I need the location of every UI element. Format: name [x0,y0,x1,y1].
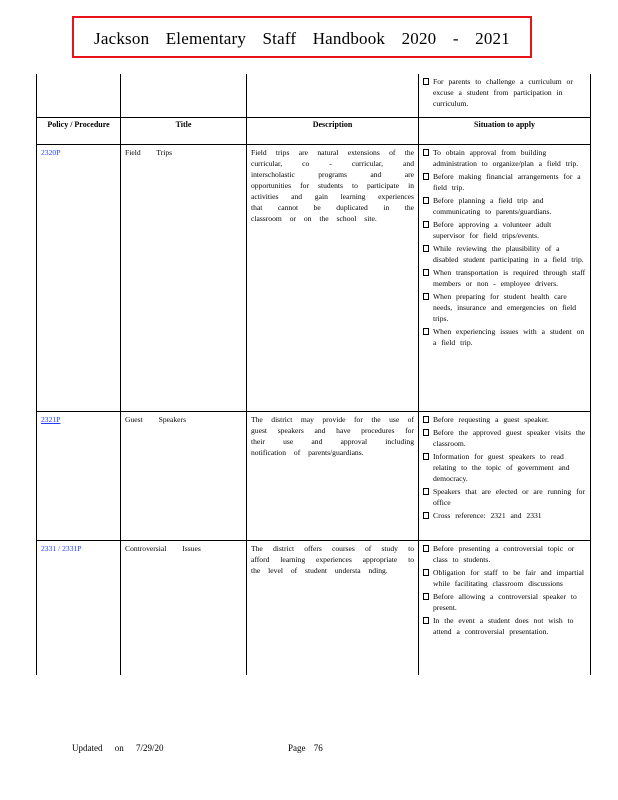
situation-item: In the event a student does not wish to attend a controversial presentation. [423,615,586,637]
policy-link[interactable]: 2331 / 2331P [41,544,82,553]
situation-item: Before the approved guest speaker visits the classroom. [423,427,586,449]
situation-item: Before presenting a controversial topic or class to students. [423,543,586,565]
description-cell: The district may provide for the use of guest speakers and have procedures for their use and approval including notification of parents/guardians. [247,412,419,541]
situation-item: When experiencing issues with a student on a field trip. [423,326,586,348]
situation-item: Before allowing a controversial speaker to present. [423,591,586,613]
situation-cell [419,412,591,541]
policy-link[interactable]: 2320P [41,148,61,157]
continuation-row [37,74,591,118]
situation-item: When preparing for student health care needs, insurance and emergencies on field trips. [423,291,586,324]
situation-item: To obtain approval from building administration to organize/plan a field trip. [423,147,586,169]
situation-cell [419,145,591,412]
column-header-policy: Policy / Procedure [37,118,121,145]
situation-item: Before requesting a guest speaker. [423,414,586,425]
policy-table [36,74,591,675]
title-cell: Field Trips [121,145,247,412]
table-row [37,145,591,412]
column-header-description: Description [247,118,419,145]
handbook-header [72,16,532,58]
situation-item: Before planning a field trip and communicating to parents/guardians. [423,195,586,217]
table-row [37,541,591,676]
situation-item: Obligation for staff to be fair and impartial while facilitating classroom discussions [423,567,586,589]
footer-page-number: Page 76 [288,743,323,753]
policy-cell [37,412,121,541]
policy-cell [37,145,121,412]
title-cell: Guest Speakers [121,412,247,541]
situation-item: Speakers that are elected or are running for office [423,486,586,508]
situation-cell [419,541,591,676]
column-header-situation: Situation to apply [419,118,591,145]
situation-item: Before making financial arrangements for a field trip. [423,171,586,193]
column-header-title: Title [121,118,247,145]
table-row [37,412,591,541]
continuation-situations [419,74,591,118]
situation-item: Before approving a volunteer adult supervisor for field trips/events. [423,219,586,241]
description-cell: The district offers courses of study to afford learning experiences appropriate to the level of student understa nding. [247,541,419,676]
policy-cell [37,541,121,676]
situation-item: For parents to challenge a curriculum or excuse a student from participation in curriculum. [423,76,586,109]
situation-item: While reviewing the plausibility of a disabled student participating in a field trip. [423,243,586,265]
situation-item: When transportation is required through staff members or non - employee drivers. [423,267,586,289]
page-title: Jackson Elementary Staff Handbook 2020 - 2021 [94,29,510,48]
table-header-row [37,118,591,145]
footer-updated: Updated on 7/29/20 [72,743,164,753]
description-cell: Field trips are natural extensions of the curricular, co - curricular, and interscholastic programs and are opportunities for students to participate in activities and gain learning experiences that cannot be duplicated in the classroom or on the school site. [247,145,419,412]
policy-link[interactable]: 2321P [41,415,61,424]
situation-item: Information for guest speakers to read relating to the topic of government and democracy. [423,451,586,484]
situation-item: Cross reference: 2321 and 2331 [423,510,586,521]
title-cell: Controversial Issues [121,541,247,676]
